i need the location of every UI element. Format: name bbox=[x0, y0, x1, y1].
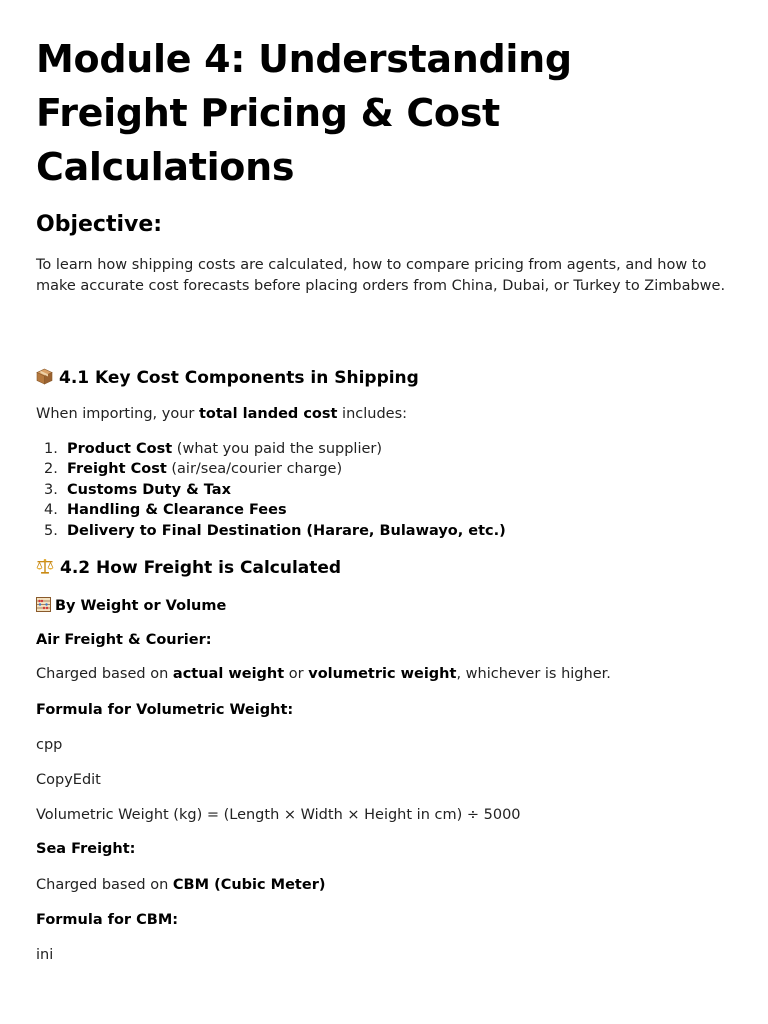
sea-freight-heading: Sea Freight: bbox=[36, 841, 136, 857]
list-item-bold: Freight Cost bbox=[67, 461, 167, 478]
cbm-formula-heading: Formula for CBM: bbox=[36, 912, 179, 928]
sea-freight-text bbox=[36, 875, 325, 895]
section-heading-4-2 bbox=[36, 556, 341, 582]
copy-edit-button[interactable]: CopyEdit bbox=[36, 772, 101, 788]
air-text-1: Charged based on bbox=[36, 666, 173, 682]
code-language-label: cpp bbox=[36, 737, 63, 753]
package-icon bbox=[36, 368, 53, 392]
list-item-text: (air/sea/courier charge) bbox=[166, 461, 343, 478]
air-freight-heading: Air Freight & Courier: bbox=[36, 632, 212, 648]
list-item bbox=[36, 439, 506, 459]
list-item-number: 2. bbox=[44, 461, 58, 478]
list-item-number: 1. bbox=[44, 441, 58, 457]
objective-heading: Objective: bbox=[36, 212, 163, 237]
intro-text-after: includes: bbox=[337, 406, 408, 422]
list-item-bold: Customs Duty & Tax bbox=[67, 481, 231, 498]
list-item-bold: Product Cost bbox=[67, 441, 173, 457]
section-heading-4-1 bbox=[36, 366, 419, 392]
sea-text: Charged based on bbox=[36, 877, 173, 893]
weight-volume-subheading-text: By Weight or Volume bbox=[55, 598, 227, 614]
air-bold-actual-weight: actual weight bbox=[172, 666, 285, 682]
intro-text-bold: total landed cost bbox=[198, 406, 338, 422]
list-item-bold: Handling & Clearance Fees bbox=[67, 502, 287, 519]
section-heading-4-1-text: 4.1 Key Cost Components in Shipping bbox=[59, 368, 419, 388]
list-item-bold: Delivery to Final Destination (Harare, Bulawayo, etc.) bbox=[67, 522, 506, 539]
intro-text-before: When importing, your bbox=[36, 406, 199, 422]
weight-volume-subheading bbox=[36, 596, 226, 618]
code-language-label-2: ini bbox=[36, 947, 54, 963]
list-item bbox=[36, 500, 506, 520]
list-item-number: 3. bbox=[44, 481, 58, 498]
volumetric-formula: Volumetric Weight (kg) = (Length × Width × Height in cm) ÷ 5000 bbox=[36, 807, 521, 823]
list-item bbox=[36, 480, 506, 500]
abacus-icon bbox=[36, 597, 51, 618]
list-item bbox=[36, 459, 506, 479]
landed-cost-intro bbox=[36, 404, 407, 424]
list-item-number: 4. bbox=[44, 502, 58, 519]
air-freight-text bbox=[36, 664, 611, 684]
cost-components-list bbox=[36, 439, 506, 541]
objective-text: To learn how shipping costs are calculated, how to compare pricing from agents, and how to make accurate cost forecasts before placing orders from China, Dubai, or Turkey to Zimbabwe. bbox=[36, 257, 726, 294]
balance-scale-icon bbox=[36, 558, 54, 582]
sea-bold-cbm: CBM (Cubic Meter) bbox=[172, 877, 326, 893]
list-item bbox=[36, 521, 506, 541]
list-item-number: 5. bbox=[44, 522, 58, 539]
page-title: Module 4: Understanding Freight Pricing & Cost Calculations bbox=[36, 37, 572, 189]
list-item-text: (what you paid the supplier) bbox=[172, 441, 383, 457]
air-text-3: , whichever is higher. bbox=[456, 666, 611, 682]
air-text-2: or bbox=[284, 666, 309, 682]
volumetric-formula-heading: Formula for Volumetric Weight: bbox=[36, 702, 294, 718]
air-bold-volumetric-weight: volumetric weight bbox=[308, 666, 457, 682]
section-heading-4-2-text: 4.2 How Freight is Calculated bbox=[60, 558, 342, 578]
